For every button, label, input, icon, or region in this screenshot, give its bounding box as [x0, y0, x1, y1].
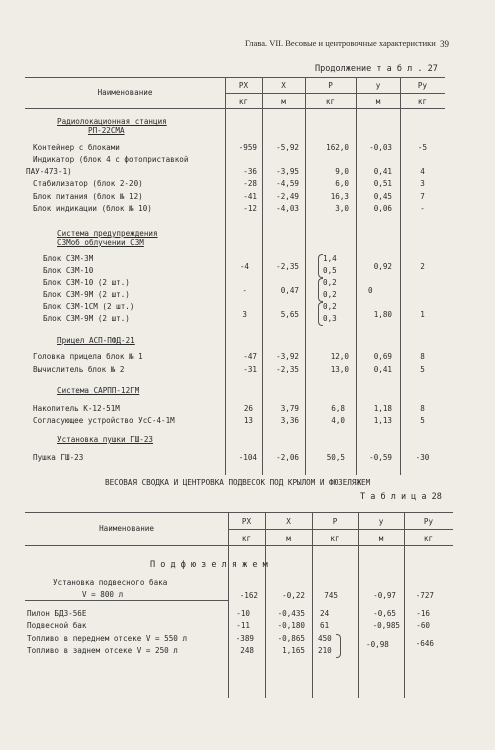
- col-header-py: Py: [417, 81, 428, 90]
- col-header-x: X: [281, 81, 286, 90]
- table28-label: Т а б л и ц а 28: [360, 492, 442, 502]
- col-header-p: P: [328, 81, 333, 90]
- table27-continuation-label: Продолжение т а б л . 27: [315, 64, 438, 74]
- col-header-px: PX: [241, 517, 252, 526]
- group-title: V = 800 л: [82, 590, 124, 599]
- unit-py: кг: [417, 97, 428, 106]
- page-number: 39: [440, 39, 449, 49]
- brace-icon: [318, 278, 323, 302]
- col-header-px: PX: [238, 81, 249, 90]
- section-title: Радиолокационная станция: [57, 117, 167, 126]
- brace-icon: [318, 302, 323, 326]
- brace-icon: [318, 254, 323, 278]
- chapter-header: Глава. VII. Весовые и центровочные характеристики: [245, 38, 436, 48]
- unit-px: кг: [238, 97, 249, 106]
- col-header-y: y: [378, 517, 384, 526]
- col-header-name: Наименование: [99, 524, 154, 533]
- unit-p: кг: [330, 534, 340, 543]
- unit-y: м: [378, 534, 384, 543]
- section-title: Установка пушки ГШ-23: [57, 435, 154, 444]
- section-title: П о д ф ю з е л я ж е м: [150, 560, 268, 570]
- section-title: Система САРПП-12ГМ: [57, 386, 140, 395]
- unit-x: м: [286, 534, 291, 543]
- group-title: Установка подвесного бака: [53, 578, 168, 587]
- section-title: СЗМоб облучении СЗМ: [57, 238, 144, 247]
- section-title: Система предупреждения: [57, 229, 158, 238]
- col-header-p: P: [332, 517, 338, 526]
- unit-x: м: [281, 97, 286, 106]
- unit-px: кг: [241, 534, 252, 543]
- brace-icon: [336, 634, 341, 658]
- section-title: Прицел АСП-ПФД-21: [57, 336, 135, 345]
- col-header-py: Py: [423, 517, 434, 526]
- col-header-name: Наименование: [97, 88, 153, 97]
- unit-y: м: [375, 97, 381, 106]
- col-header-x: X: [286, 517, 291, 526]
- col-header-y: y: [375, 81, 381, 90]
- section-title: РП-22СМА: [88, 126, 125, 135]
- table28-heading: ВЕСОВАЯ СВОДКА И ЦЕНТРОВКА ПОДВЕСОК ПОД КРЫЛОМ И ФЮЗЕЛЯЖЕМ: [105, 478, 371, 487]
- unit-py: кг: [423, 534, 434, 543]
- unit-p: кг: [325, 97, 336, 106]
